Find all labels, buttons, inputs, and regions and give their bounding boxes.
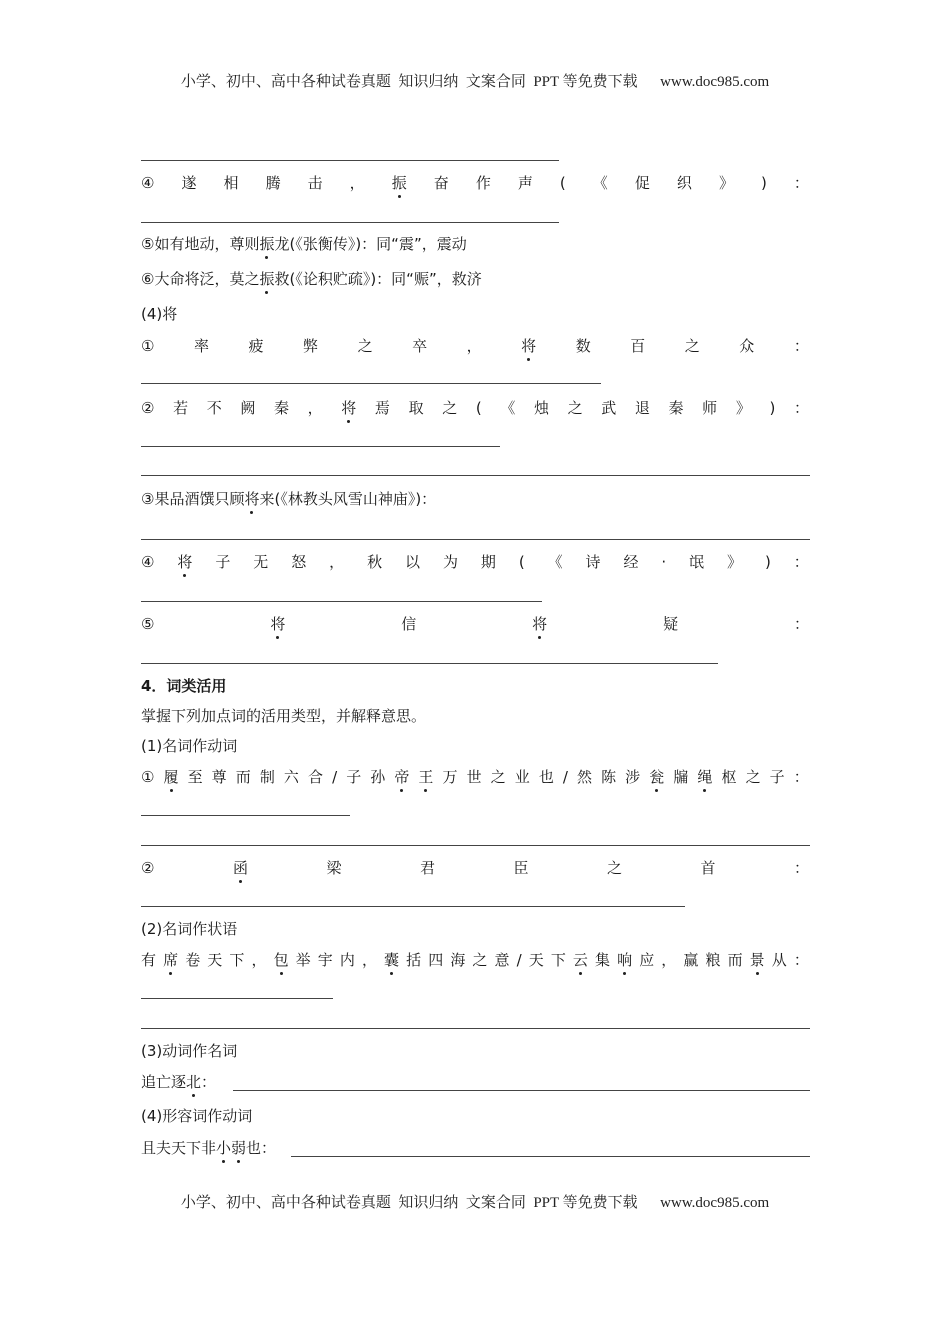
char: 世 bbox=[466, 768, 482, 786]
char: ) bbox=[764, 553, 771, 571]
char: 之 bbox=[745, 768, 761, 786]
char: 无 bbox=[253, 553, 269, 571]
char: 不 bbox=[206, 399, 222, 417]
text: 龙(《张衡传》)：同“震”，震动 bbox=[274, 235, 467, 253]
char: · bbox=[661, 553, 667, 571]
text: 来(《林教头风雪山神庙》)： bbox=[259, 490, 437, 508]
char: 织 bbox=[676, 174, 692, 192]
answer-line bbox=[141, 383, 601, 384]
char: 诗 bbox=[585, 553, 601, 571]
char: ⑤ bbox=[141, 615, 155, 633]
char: 之 bbox=[684, 337, 700, 355]
char: 下 bbox=[229, 951, 245, 969]
dotted-char: 帝 bbox=[394, 768, 410, 786]
char: 而 bbox=[235, 768, 251, 786]
subsection-title: (3)动词作名词 bbox=[141, 1042, 238, 1060]
sub4-item bbox=[141, 1137, 276, 1159]
char: 枢 bbox=[721, 768, 737, 786]
char: 为 bbox=[442, 553, 458, 571]
answer-line bbox=[141, 998, 333, 999]
char: 信 bbox=[401, 615, 417, 633]
dotted-char: 弱 bbox=[231, 1139, 247, 1157]
answer-line bbox=[141, 539, 810, 540]
text: ③果品酒馔只顾 bbox=[141, 490, 245, 508]
answer-line bbox=[141, 845, 810, 846]
char: 首 bbox=[700, 859, 716, 877]
dotted-char: 振 bbox=[259, 235, 275, 253]
char: ) bbox=[769, 399, 776, 417]
char: 取 bbox=[408, 399, 424, 417]
char: ( bbox=[559, 174, 566, 192]
char: 孙 bbox=[370, 768, 386, 786]
char: ： bbox=[793, 859, 809, 877]
char: 子 bbox=[346, 768, 362, 786]
char: 众 bbox=[739, 337, 755, 355]
text: 且夫天下非 bbox=[141, 1139, 217, 1157]
char: 若 bbox=[173, 399, 189, 417]
char: ， bbox=[361, 951, 377, 969]
sub2-item-1 bbox=[141, 949, 809, 971]
char: 子 bbox=[769, 768, 785, 786]
dotted-char: 王 bbox=[418, 768, 434, 786]
dotted-char: 将 bbox=[270, 615, 286, 633]
jiang-item-3 bbox=[141, 488, 436, 510]
char: ， bbox=[329, 553, 345, 571]
char: 四 bbox=[428, 951, 444, 969]
char: / bbox=[516, 951, 522, 969]
answer-line bbox=[141, 160, 559, 161]
answer-line bbox=[141, 601, 542, 602]
char: 卒 bbox=[412, 337, 428, 355]
char: 怒 bbox=[291, 553, 307, 571]
sub1-item-1 bbox=[141, 766, 809, 788]
answer-line bbox=[141, 906, 685, 907]
char: 秦 bbox=[274, 399, 290, 417]
answer-line bbox=[141, 446, 500, 447]
zhen-item-4 bbox=[141, 172, 809, 194]
char: ， bbox=[307, 399, 323, 417]
dotted-char: 囊 bbox=[384, 951, 400, 969]
char: ： bbox=[793, 553, 809, 571]
char: 应 bbox=[639, 951, 655, 969]
char: 数 bbox=[575, 337, 591, 355]
dotted-char: 履 bbox=[163, 768, 179, 786]
dotted-char: 将 bbox=[177, 553, 193, 571]
char: 百 bbox=[630, 337, 646, 355]
char: ① bbox=[141, 768, 155, 786]
char: 天 bbox=[207, 951, 223, 969]
char: 秋 bbox=[367, 553, 383, 571]
subsection-title: (2)名词作状语 bbox=[141, 920, 238, 938]
char: 之 bbox=[472, 951, 488, 969]
zhen-item-5 bbox=[141, 233, 467, 255]
jiang-item-5 bbox=[141, 613, 809, 635]
sub1-item-2 bbox=[141, 857, 809, 879]
char: 也 bbox=[538, 768, 554, 786]
char: 疲 bbox=[248, 337, 264, 355]
char: 粮 bbox=[705, 951, 721, 969]
answer-line bbox=[141, 1028, 810, 1029]
char: 之 bbox=[606, 859, 622, 877]
char: 尊 bbox=[211, 768, 227, 786]
char: 涉 bbox=[625, 768, 641, 786]
char: 万 bbox=[442, 768, 458, 786]
char: 遂 bbox=[181, 174, 197, 192]
char: ② bbox=[141, 859, 155, 877]
char: / bbox=[562, 768, 568, 786]
char: ： bbox=[793, 174, 809, 192]
char: 《 bbox=[592, 174, 608, 192]
char: 《 bbox=[547, 553, 563, 571]
jiang-item-2 bbox=[141, 397, 809, 419]
char: 括 bbox=[406, 951, 422, 969]
subsection-title: (4)形容词作动词 bbox=[141, 1107, 253, 1125]
dotted-char: 景 bbox=[749, 951, 765, 969]
char: ) bbox=[760, 174, 767, 192]
char: 相 bbox=[223, 174, 239, 192]
page-footer: 小学、初中、高中各种试卷真题 知识归纳 文案合同 PPT 等免费下载 www.doc985.com bbox=[180, 1195, 770, 1211]
char: ： bbox=[793, 399, 809, 417]
answer-line bbox=[141, 475, 810, 476]
char: ① bbox=[141, 337, 155, 355]
dotted-char: 将 bbox=[341, 399, 357, 417]
char: 疑 bbox=[663, 615, 679, 633]
dotted-char: 振 bbox=[259, 270, 275, 288]
char: 从 bbox=[771, 951, 787, 969]
char: ② bbox=[141, 399, 155, 417]
char: ， bbox=[661, 951, 677, 969]
char: ( bbox=[475, 399, 482, 417]
dotted-char: 包 bbox=[273, 951, 289, 969]
char: ④ bbox=[141, 174, 155, 192]
text: ⑥大命将泛，莫之 bbox=[141, 270, 260, 288]
char: 内 bbox=[339, 951, 355, 969]
char: 武 bbox=[601, 399, 617, 417]
text: 救(《论积贮疏》)：同“赈”，救济 bbox=[274, 270, 482, 288]
char: 至 bbox=[187, 768, 203, 786]
char: 率 bbox=[193, 337, 209, 355]
zhen-item-6 bbox=[141, 268, 482, 290]
char: 氓 bbox=[689, 553, 705, 571]
char: 烛 bbox=[533, 399, 549, 417]
char: ④ bbox=[141, 553, 155, 571]
char: 声 bbox=[517, 174, 533, 192]
char: 之 bbox=[442, 399, 458, 417]
dotted-char: 振 bbox=[391, 174, 407, 192]
char: 赢 bbox=[683, 951, 699, 969]
text: 也： bbox=[246, 1139, 277, 1157]
subsection-title: (1)名词作动词 bbox=[141, 737, 238, 755]
char: 经 bbox=[623, 553, 639, 571]
char: 六 bbox=[283, 768, 299, 786]
char: 之 bbox=[490, 768, 506, 786]
char: 君 bbox=[419, 859, 435, 877]
char: 》 bbox=[735, 399, 751, 417]
page-header: 小学、初中、高中各种试卷真题 知识归纳 文案合同 PPT 等免费下载 www.doc985.com bbox=[180, 74, 770, 90]
text: 追亡逐 bbox=[141, 1073, 187, 1091]
text: ： bbox=[201, 1073, 217, 1091]
text: ⑤如有地动，尊则 bbox=[141, 235, 260, 253]
answer-line bbox=[141, 815, 350, 816]
char: 奋 bbox=[433, 174, 449, 192]
char: / bbox=[332, 768, 338, 786]
dotted-char: 函 bbox=[232, 859, 248, 877]
char: 子 bbox=[215, 553, 231, 571]
dotted-char: 云 bbox=[572, 951, 588, 969]
char: 有 bbox=[141, 951, 157, 969]
char: 期 bbox=[480, 553, 496, 571]
char: 合 bbox=[307, 768, 323, 786]
instruction: 掌握下列加点词的活用类型，并解释意思。 bbox=[141, 707, 427, 725]
char: 牖 bbox=[673, 768, 689, 786]
char: 促 bbox=[634, 174, 650, 192]
char: ： bbox=[793, 337, 809, 355]
char: 师 bbox=[702, 399, 718, 417]
dotted-char: 小 bbox=[216, 1139, 232, 1157]
char: ： bbox=[793, 768, 809, 786]
char: 而 bbox=[727, 951, 743, 969]
section-title: 4．词类活用 bbox=[141, 677, 227, 695]
answer-line[interactable] bbox=[291, 1156, 810, 1157]
char: 退 bbox=[634, 399, 650, 417]
dotted-char: 北 bbox=[186, 1073, 202, 1091]
dotted-char: 响 bbox=[617, 951, 633, 969]
char: 陈 bbox=[601, 768, 617, 786]
char: 秦 bbox=[668, 399, 684, 417]
char: 以 bbox=[405, 553, 421, 571]
dotted-char: 将 bbox=[532, 615, 548, 633]
dotted-char: 将 bbox=[244, 490, 260, 508]
char: ， bbox=[251, 951, 267, 969]
char: 业 bbox=[514, 768, 530, 786]
char: ， bbox=[466, 337, 482, 355]
char: 制 bbox=[259, 768, 275, 786]
dotted-char: 将 bbox=[521, 337, 537, 355]
char: 卷 bbox=[185, 951, 201, 969]
dotted-char: 绳 bbox=[697, 768, 713, 786]
char: 弊 bbox=[303, 337, 319, 355]
char: 击 bbox=[307, 174, 323, 192]
answer-line bbox=[141, 663, 718, 664]
answer-line bbox=[141, 222, 559, 223]
char: 意 bbox=[494, 951, 510, 969]
char: 之 bbox=[357, 337, 373, 355]
char: ( bbox=[518, 553, 525, 571]
char: 天 bbox=[528, 951, 544, 969]
char: 然 bbox=[577, 768, 593, 786]
char: ： bbox=[793, 615, 809, 633]
jiang-item-1 bbox=[141, 335, 809, 357]
char: ： bbox=[793, 951, 809, 969]
char: 作 bbox=[475, 174, 491, 192]
char: 集 bbox=[595, 951, 611, 969]
dotted-char: 席 bbox=[163, 951, 179, 969]
char: 海 bbox=[450, 951, 466, 969]
char: 腾 bbox=[265, 174, 281, 192]
char: 举 bbox=[295, 951, 311, 969]
subsection-title: (4)将 bbox=[141, 305, 178, 323]
char: 》 bbox=[718, 174, 734, 192]
sub3-item bbox=[141, 1071, 216, 1093]
dotted-char: 瓮 bbox=[649, 768, 665, 786]
char: 之 bbox=[567, 399, 583, 417]
char: 阙 bbox=[240, 399, 256, 417]
answer-line[interactable] bbox=[233, 1090, 810, 1091]
char: 《 bbox=[500, 399, 516, 417]
char: ， bbox=[349, 174, 365, 192]
jiang-item-4 bbox=[141, 551, 809, 573]
char: 臣 bbox=[513, 859, 529, 877]
char: 梁 bbox=[326, 859, 342, 877]
char: 焉 bbox=[374, 399, 390, 417]
char: 宇 bbox=[317, 951, 333, 969]
char: 下 bbox=[550, 951, 566, 969]
char: 》 bbox=[727, 553, 743, 571]
